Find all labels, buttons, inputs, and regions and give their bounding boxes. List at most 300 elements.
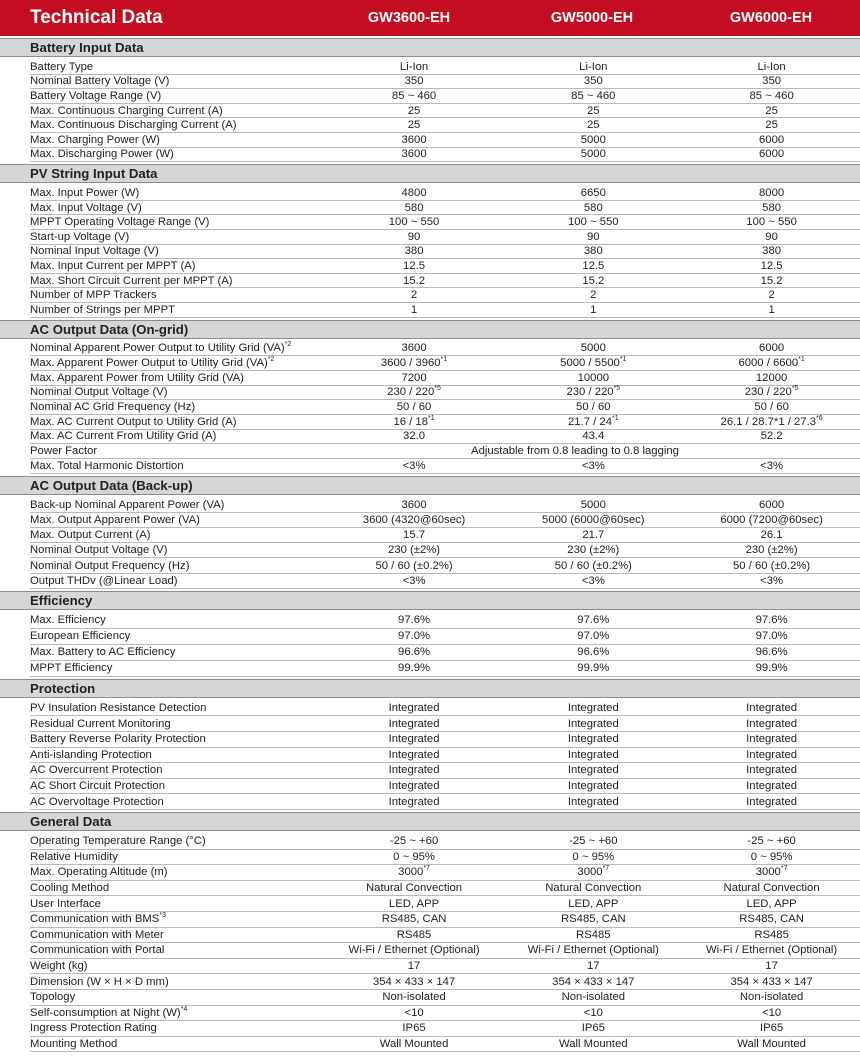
row-label-text: Communication with Portal [30, 944, 165, 957]
cell-value-text: 2 [768, 289, 775, 302]
cell-value [503, 882, 683, 895]
cell-value [503, 357, 683, 370]
row-label [0, 764, 325, 777]
cell-value-text: 5000 / 5500 [560, 357, 620, 370]
cell-value-text: Integrated [388, 733, 440, 746]
cell-value [503, 187, 683, 200]
cell-value-text: Integrated [388, 795, 440, 808]
table-row [0, 865, 860, 881]
cell-value-text: 0 ~ 95% [750, 850, 793, 863]
cell-value [325, 119, 504, 132]
cell-value-text: Integrated [567, 733, 619, 746]
cell-value-text: 15.2 [403, 274, 426, 287]
row-label [0, 401, 325, 414]
cell-value-text: 85 ~ 460 [391, 89, 437, 102]
cell-value [325, 1007, 504, 1020]
section-header: AC Output Data (On-grid) [0, 320, 860, 339]
cell-value-text: 100 ~ 550 [388, 216, 440, 229]
table-row [0, 701, 860, 717]
cell-value-text: 12.5 [403, 259, 426, 272]
table-row [0, 415, 860, 430]
row-label-text: Ingress Protection Rating [30, 1022, 157, 1035]
cell-value [325, 289, 504, 302]
row-label [0, 991, 325, 1004]
cell-value-text: 12000 [755, 371, 788, 384]
cell-value [503, 749, 683, 762]
row-label [0, 357, 325, 370]
row-label-text: Cooling Method [30, 882, 110, 895]
cell-value [683, 1022, 860, 1035]
cell-value [325, 202, 504, 215]
row-label-text: Number of Strings per MPPT [30, 303, 176, 316]
table-row [0, 645, 860, 661]
cell-value [503, 544, 683, 557]
cell-value [325, 275, 504, 288]
cell-value-text: 50 / 60 (±0.2%) [733, 559, 811, 572]
row-label [0, 835, 325, 848]
cell-value-text: <10 [762, 1006, 782, 1019]
footnote-marker: *3 [159, 912, 166, 920]
cell-value [683, 430, 860, 443]
sections-container [0, 36, 860, 1052]
cell-value-text: Integrated [567, 780, 619, 793]
cell-value-text: 100 ~ 550 [746, 216, 797, 229]
cell-value-text: <10 [404, 1006, 424, 1019]
table-row [0, 288, 860, 303]
cell-value-text: 25 [407, 104, 421, 117]
row-label-text: AC Overvoltage Protection [30, 795, 164, 808]
cell-value [683, 898, 860, 911]
cell-value-text: 230 / 220 [744, 386, 792, 399]
cell-value-text: 350 [404, 75, 424, 88]
cell-value [503, 275, 683, 288]
cell-value [503, 614, 683, 627]
cell-value [325, 1038, 504, 1051]
row-label [0, 913, 325, 926]
cell-value [503, 105, 683, 118]
table-row [0, 558, 860, 573]
row-label-text: Max. Output Apparent Power (VA) [30, 513, 200, 526]
table-row [0, 430, 860, 445]
cell-value-text: 50 / 60 [754, 401, 789, 414]
table-row [0, 400, 860, 415]
table-row [0, 1021, 860, 1037]
cell-value-text: Integrated [388, 702, 440, 715]
cell-value-text: <3% [760, 574, 784, 587]
footnote-marker: *5 [613, 385, 621, 393]
row-label [0, 575, 325, 588]
row-label-text: Max. Continuous Discharging Current (A) [30, 119, 237, 132]
row-label [0, 796, 325, 809]
table-row [0, 89, 860, 104]
cell-value-text: 6000 (7200@60sec) [720, 513, 823, 526]
row-label-text: Max. Efficiency [30, 614, 106, 627]
cell-value [325, 372, 504, 385]
row-label [0, 90, 325, 103]
cell-value-text: RS485 [396, 928, 432, 941]
row-label [0, 1022, 325, 1035]
cell-value-text: 97.6% [398, 614, 431, 627]
row-label [0, 560, 325, 573]
cell-value-text: 230 (±2%) [567, 544, 620, 557]
table-row [0, 303, 860, 318]
cell-value-text: 26.1 [760, 529, 783, 542]
cell-value-text: Non-isolated [561, 991, 626, 1004]
row-label [0, 882, 325, 895]
cell-value [325, 499, 504, 512]
cell-value [325, 575, 504, 588]
cell-value-text: <3% [581, 574, 605, 587]
cell-value [683, 372, 860, 385]
cell-value [683, 991, 860, 1004]
row-label [0, 445, 330, 458]
row-label-text: Nominal AC Grid Frequency (Hz) [30, 401, 196, 414]
cell-value-text: Wall Mounted [737, 1037, 806, 1050]
cell-value [503, 430, 683, 443]
cell-value [503, 460, 683, 473]
cell-value-text: 25 [765, 104, 778, 117]
row-label-text: Max. Total Harmonic Distortion [30, 459, 184, 472]
cell-value-text: 50 / 60 [396, 401, 432, 414]
row-label-text: Relative Humidity [30, 850, 118, 863]
cell-value [683, 575, 860, 588]
row-label-text: Max. Continuous Charging Current (A) [30, 104, 223, 117]
cell-value [503, 718, 683, 731]
table-row [0, 912, 860, 928]
cell-value-text: 21.7 / 24 [568, 415, 612, 428]
cell-value-text: 6000 [759, 148, 785, 161]
cell-value [683, 289, 860, 302]
cell-value [503, 898, 683, 911]
cell-value [503, 764, 683, 777]
row-label-text: Max. Input Voltage (V) [30, 201, 142, 214]
cell-value [503, 1038, 683, 1051]
row-label-text: Max. Apparent Power from Utility Grid (VA) [30, 371, 244, 384]
cell-value-text: Integrated [388, 717, 440, 730]
cell-value-text: 97.0% [577, 630, 610, 643]
table-row [0, 763, 860, 779]
cell-value [503, 560, 683, 573]
row-label [0, 733, 325, 746]
row-label [0, 960, 325, 973]
cell-value-text: 25 [587, 119, 600, 132]
cell-value-text: -25 ~ +60 [389, 835, 439, 848]
cell-value-text: 90 [407, 230, 421, 243]
cell-value [503, 260, 683, 273]
cell-value-text: 25 [587, 104, 600, 117]
cell-value [325, 529, 504, 542]
cell-value [325, 386, 504, 399]
cell-value [325, 401, 504, 414]
cell-value [325, 134, 504, 147]
cell-value [683, 90, 860, 103]
cell-value [683, 718, 860, 731]
cell-value-text: 25 [765, 119, 778, 132]
cell-value-text: 3600 [401, 148, 427, 161]
row-label-text: Residual Current Monitoring [30, 717, 171, 730]
cell-value-text: 2 [590, 289, 597, 302]
table-row [0, 371, 860, 386]
cell-value [503, 90, 683, 103]
table-row [0, 274, 860, 289]
row-label-text: AC Short Circuit Protection [30, 780, 165, 793]
cell-value [503, 960, 683, 973]
cell-value-text: 50 / 60 (±0.2%) [554, 559, 632, 572]
table-row [0, 896, 860, 912]
cell-value-text: 21.7 [582, 529, 605, 542]
model-header: GW3600-EH [367, 10, 451, 26]
row-label [0, 430, 325, 443]
cell-value-text: 99.9% [755, 662, 788, 675]
cell-value [683, 976, 860, 989]
table-row [0, 60, 860, 75]
cell-value [325, 733, 504, 746]
cell-value [325, 646, 504, 659]
row-label [0, 75, 325, 88]
cell-value-text: 26.1 / 28.7*1 / 27.3 [720, 415, 817, 428]
cell-value [683, 499, 860, 512]
row-label [0, 662, 325, 675]
row-label [0, 231, 325, 244]
cell-value [683, 529, 860, 542]
cell-value [325, 430, 504, 443]
cell-value-text: 15.2 [582, 274, 605, 287]
cell-value [325, 560, 504, 573]
cell-value-text: 580 [762, 201, 782, 214]
cell-value-text: Non-isolated [739, 991, 804, 1004]
row-label-text: Power Factor [30, 445, 98, 458]
cell-value-text: 380 [583, 245, 603, 258]
row-label-text: PV Insulation Resistance Detection [30, 702, 207, 715]
cell-value-text: Wi-Fi / Ethernet (Optional) [348, 944, 480, 957]
row-label [0, 275, 325, 288]
footnote-marker: *2 [267, 356, 275, 364]
cell-value [683, 882, 860, 895]
row-label [0, 61, 325, 74]
cell-value [683, 357, 860, 370]
cell-value [325, 90, 504, 103]
cell-value [503, 1007, 683, 1020]
cell-value [503, 702, 683, 715]
row-label [0, 630, 325, 643]
cell-value [325, 866, 504, 879]
table-row [0, 148, 860, 163]
table-row [0, 748, 860, 764]
cell-value [503, 134, 683, 147]
cell-value-text: Integrated [746, 733, 798, 746]
cell-value-text: -25 ~ +60 [747, 835, 796, 848]
cell-value-text: 96.6% [398, 646, 431, 659]
cell-value [683, 514, 860, 527]
row-label [0, 304, 325, 317]
cell-value-text: Integrated [567, 717, 619, 730]
row-label-text: Max. Output Current (A) [30, 529, 151, 542]
section-header: Efficiency [0, 591, 860, 610]
cell-value-text: 17 [407, 960, 421, 973]
cell-value-text: Integrated [746, 702, 798, 715]
cell-value [683, 386, 860, 399]
row-label [0, 216, 325, 229]
row-label-text: Max. Discharging Power (W) [30, 148, 174, 161]
cell-value [683, 1038, 860, 1051]
cell-value-text: Wall Mounted [558, 1037, 628, 1050]
cell-value [325, 960, 504, 973]
cell-value-text: 2 [410, 289, 418, 302]
cell-value-text: -25 ~ +60 [569, 835, 618, 848]
table-row [0, 543, 860, 558]
cell-value [683, 960, 860, 973]
cell-value [683, 733, 860, 746]
table-row [0, 629, 860, 645]
cell-value [683, 342, 860, 355]
cell-value-text: Natural Convection [366, 882, 463, 895]
cell-value [683, 1007, 860, 1020]
row-label-text: Mounting Method [30, 1037, 118, 1050]
cell-value-text: LED, APP [568, 897, 619, 910]
cell-value [503, 733, 683, 746]
spanning-value: Adjustable from 0.8 leading to 0.8 lagging [471, 445, 679, 458]
table-row [0, 201, 860, 216]
cell-value [325, 216, 504, 229]
cell-value-text: 6000 [759, 133, 785, 146]
footnote-marker: *7 [602, 865, 610, 873]
cell-value-text: RS485, CAN [560, 913, 626, 926]
row-label-text: Self-consumption at Night (W) [30, 1006, 181, 1019]
cell-value [325, 913, 504, 926]
cell-value [503, 529, 683, 542]
cell-value-text: IP65 [759, 1022, 784, 1035]
cell-value-text: Integrated [746, 717, 798, 730]
row-label-text: MPPT Efficiency [30, 662, 113, 675]
cell-value [683, 796, 860, 809]
cell-value-text: 354 × 433 × 147 [552, 975, 635, 988]
footnote-marker: *1 [611, 415, 619, 423]
cell-value-text: 0 ~ 95% [393, 850, 435, 863]
cell-value-text: RS485 [576, 928, 611, 941]
row-label-text: European Efficiency [30, 630, 131, 643]
row-label [0, 372, 325, 385]
cell-value-text: Integrated [746, 748, 798, 761]
row-label-text: MPPT Operating Voltage Range (V) [30, 216, 210, 229]
cell-value-text: 580 [583, 201, 603, 214]
table-row [0, 959, 860, 975]
cell-value-text: 97.0% [398, 630, 431, 643]
cell-value-text: RS485, CAN [739, 913, 804, 926]
cell-value-text: 380 [762, 245, 782, 258]
cell-value-text: 15.2 [760, 274, 783, 287]
cell-value-text: <3% [402, 574, 426, 587]
row-label-text: Communication with Meter [30, 928, 164, 941]
cell-value-text: 52.2 [760, 430, 783, 443]
row-label [0, 749, 325, 762]
cell-value-text: 380 [404, 245, 424, 258]
cell-value-text: 3600 [401, 133, 427, 146]
footnote-marker: *5 [791, 385, 799, 393]
table-row [0, 133, 860, 148]
footnote-marker: *7 [423, 865, 430, 873]
cell-value [325, 514, 504, 527]
table-row [0, 943, 860, 959]
section-header: PV String Input Data [0, 164, 860, 183]
row-label [0, 529, 325, 542]
cell-value-text: 97.6% [755, 614, 788, 627]
cell-value-text: 17 [587, 960, 600, 973]
cell-value-text: 99.9% [577, 662, 610, 675]
cell-value [683, 245, 860, 258]
cell-value [503, 61, 683, 74]
row-label [0, 260, 325, 273]
cell-value [325, 148, 504, 161]
cell-value [683, 866, 860, 879]
cell-value [683, 231, 860, 244]
row-label-text: AC Overcurrent Protection [30, 764, 163, 777]
cell-value-text: Wi-Fi / Ethernet (Optional) [527, 944, 659, 957]
table-row [0, 574, 860, 589]
cell-value [325, 304, 504, 317]
row-label-text: User Interface [30, 897, 101, 910]
table-row [0, 342, 860, 357]
footnote-marker: *5 [434, 385, 441, 393]
cell-value [503, 202, 683, 215]
cell-value [683, 835, 860, 848]
cell-value-text: 90 [587, 230, 600, 243]
cell-value [683, 780, 860, 793]
table-row [0, 834, 860, 850]
row-label-text: Start-up Voltage (V) [30, 230, 130, 243]
cell-value-text: 6000 / 6600 [738, 357, 799, 370]
cell-value [325, 75, 504, 88]
section-header: Protection [0, 679, 860, 698]
row-label [0, 929, 325, 942]
cell-value [325, 630, 504, 643]
row-label [0, 289, 325, 302]
cell-value [325, 764, 504, 777]
row-label [0, 105, 325, 118]
model-header: GW5000-EH [550, 10, 634, 26]
cell-value [325, 245, 504, 258]
table-row [0, 716, 860, 732]
cell-value [325, 851, 504, 864]
cell-value [503, 245, 683, 258]
cell-value [503, 514, 683, 527]
row-label-text: Nominal Input Voltage (V) [30, 245, 159, 258]
row-label [0, 898, 325, 911]
cell-value [503, 231, 683, 244]
cell-value-text: 6000 [759, 498, 785, 511]
table-row [0, 386, 860, 401]
cell-value-text: 100 ~ 550 [568, 216, 619, 229]
cell-value [683, 560, 860, 573]
cell-value [683, 134, 860, 147]
cell-value-text: <10 [583, 1006, 603, 1019]
section-header: AC Output Data (Back-up) [0, 476, 860, 495]
row-label [0, 342, 325, 355]
cell-value-text: 350 [583, 75, 603, 88]
cell-value-text: 50 / 60 [576, 401, 611, 414]
row-label-text: Max. Battery to AC Efficiency [30, 646, 176, 659]
table-row [0, 1006, 860, 1022]
cell-value-text: Integrated [567, 702, 619, 715]
row-label-text: Battery Reverse Polarity Protection [30, 733, 206, 746]
cell-value-text: 1 [410, 303, 418, 316]
row-label-text: Output THDv (@Linear Load) [30, 574, 178, 587]
cell-value [503, 929, 683, 942]
cell-value [683, 105, 860, 118]
cell-value-text: 6650 [580, 186, 606, 199]
cell-value [683, 202, 860, 215]
cell-value-text: 32.0 [403, 430, 426, 443]
row-label [0, 148, 325, 161]
